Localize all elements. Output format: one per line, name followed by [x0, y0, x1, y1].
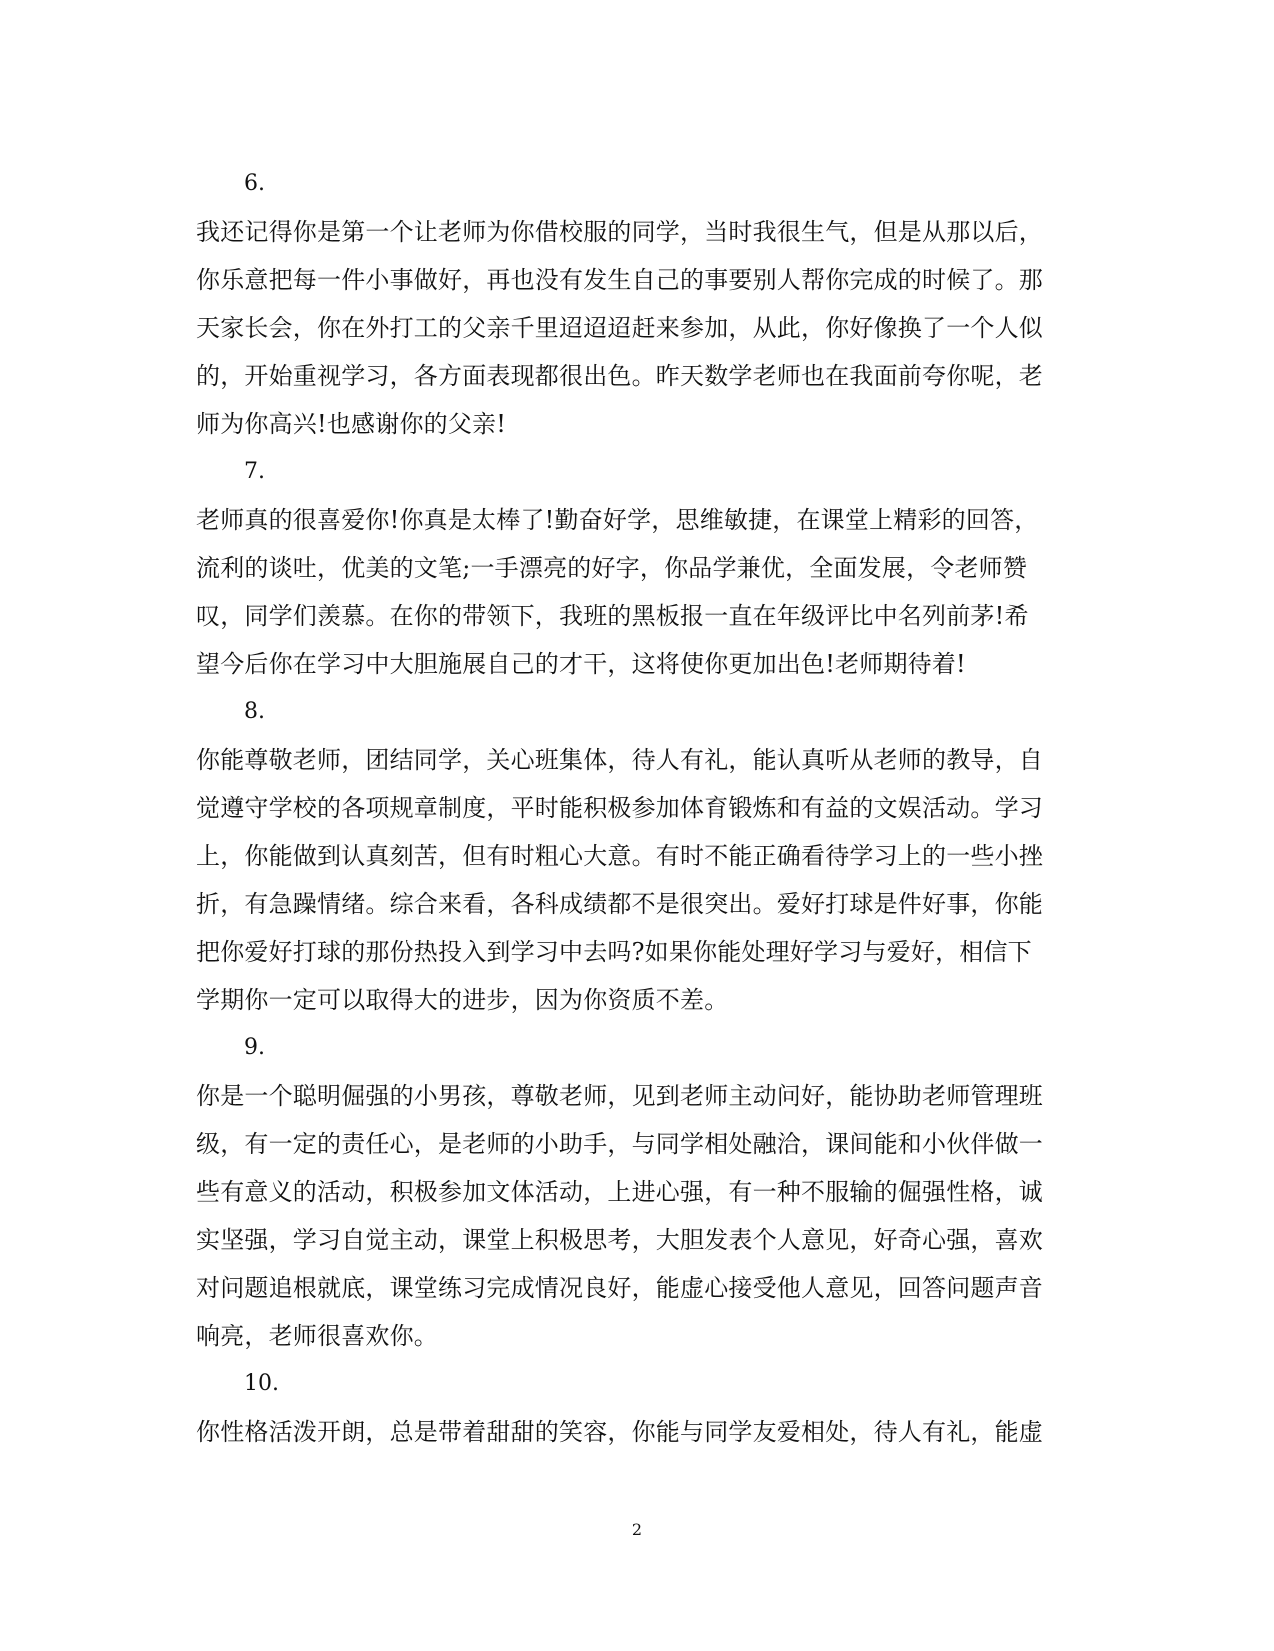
section-number: 7. [244, 459, 265, 484]
paragraph-line: 你性格活泼开朗，总是带着甜甜的笑容，你能与同学友爱相处，待人有礼，能虚 [196, 1418, 1043, 1446]
section-number: 9. [244, 1035, 265, 1060]
comment-section-10 [196, 1360, 1076, 1456]
page-number: 2 [631, 1520, 643, 1539]
paragraph-line: 实坚强，学习自觉主动，课堂上积极思考，大胆发表个人意见，好奇心强，喜欢 [196, 1226, 1043, 1254]
paragraph-line: 上，你能做到认真刻苦，但有时粗心大意。有时不能正确看待学习上的一些小挫 [196, 842, 1043, 870]
section-number: 10. [244, 1371, 279, 1396]
section-number: 6. [244, 171, 265, 196]
paragraph-line: 把你爱好打球的那份热投入到学习中去吗?如果你能处理好学习与爱好，相信下 [196, 938, 1032, 966]
section-number: 8. [244, 699, 265, 724]
paragraph-line: 流利的谈吐，优美的文笔;一手漂亮的好字，你品学兼优，全面发展，令老师赞 [196, 554, 1028, 582]
paragraph-line: 级，有一定的责任心，是老师的小助手，与同学相处融洽，课间能和小伙伴做一 [196, 1130, 1043, 1158]
comment-section-8 [196, 688, 1076, 1024]
paragraph-line: 你是一个聪明倔强的小男孩，尊敬老师，见到老师主动问好，能协助老师管理班 [196, 1082, 1043, 1110]
paragraph-line: 你能尊敬老师，团结同学，关心班集体，待人有礼，能认真听从老师的教导，自 [196, 746, 1043, 774]
paragraph-line: 师为你高兴!也感谢你的父亲! [196, 410, 507, 438]
comment-section-7 [196, 448, 1076, 688]
paragraph-line: 折，有急躁情绪。综合来看，各科成绩都不是很突出。爱好打球是件好事，你能 [196, 890, 1043, 918]
paragraph-line: 你乐意把每一件小事做好，再也没有发生自己的事要别人帮你完成的时候了。那 [196, 266, 1043, 294]
paragraph-line: 望今后你在学习中大胆施展自己的才干，这将使你更加出色!老师期待着! [196, 650, 966, 678]
paragraph-line: 我还记得你是第一个让老师为你借校服的同学，当时我很生气，但是从那以后， [196, 218, 1043, 246]
paragraph-line: 些有意义的活动，积极参加文体活动，上进心强，有一种不服输的倔强性格，诚 [196, 1178, 1043, 1206]
paragraph-line: 天家长会，你在外打工的父亲千里迢迢迢赶来参加，从此，你好像换了一个人似 [196, 314, 1043, 342]
document-body [196, 160, 1076, 1456]
paragraph-line: 觉遵守学校的各项规章制度，平时能积极参加体育锻炼和有益的文娱活动。学习 [196, 794, 1043, 822]
comment-section-6 [196, 160, 1076, 448]
paragraph-line: 叹，同学们羡慕。在你的带领下，我班的黑板报一直在年级评比中名列前茅!希 [196, 602, 1029, 630]
paragraph-line: 学期你一定可以取得大的进步，因为你资质不差。 [196, 986, 729, 1014]
comment-section-9 [196, 1024, 1076, 1360]
paragraph-line: 的，开始重视学习，各方面表现都很出色。昨天数学老师也在我面前夸你呢，老 [196, 362, 1043, 390]
paragraph-line: 对问题追根就底，课堂练习完成情况良好，能虚心接受他人意见，回答问题声音 [196, 1274, 1043, 1302]
paragraph-line: 响亮，老师很喜欢你。 [196, 1322, 438, 1350]
paragraph-line: 老师真的很喜爱你!你真是太棒了!勤奋好学，思维敏捷，在课堂上精彩的回答， [196, 506, 1039, 534]
